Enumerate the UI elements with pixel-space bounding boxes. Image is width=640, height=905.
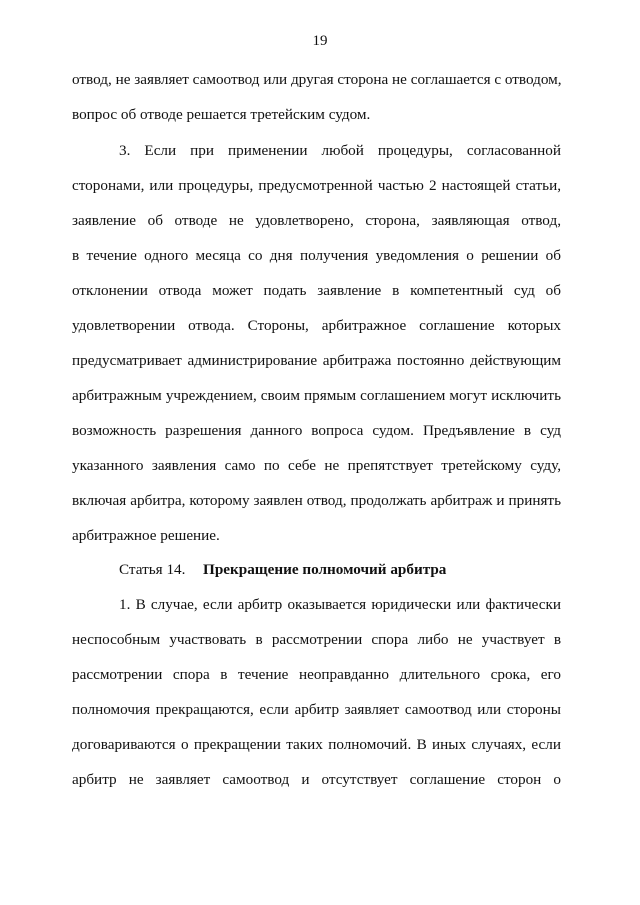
- paragraph-line: арбитр не заявляет самоотвод и отсутствует соглашение сторон о: [72, 771, 561, 788]
- page-number: 19: [312, 33, 328, 49]
- article-number: Статья 14.: [119, 561, 186, 578]
- paragraph-line: отклонении отвода может подать заявление в компетентный суд об: [72, 282, 561, 299]
- paragraph-line: вопрос об отводе решается третейским судом.: [72, 106, 371, 123]
- article-heading: [119, 560, 446, 580]
- paragraph-line: отвод, не заявляет самоотвод или другая сторона не соглашается с отводом,: [72, 71, 562, 88]
- paragraph-line: указанного заявления само по себе не препятствует третейскому суду,: [72, 457, 561, 474]
- paragraph-line: сторонами, или процедуры, предусмотренной частью 2 настоящей статьи,: [72, 177, 561, 194]
- paragraph-line: договариваются о прекращении таких полномочий. В иных случаях, если: [72, 736, 561, 753]
- paragraph-line: предусматривает администрирование арбитража постоянно действующим: [72, 352, 561, 369]
- paragraph-line: заявление об отводе не удовлетворено, сторона, заявляющая отвод,: [72, 212, 561, 229]
- paragraph-line: рассмотрении спора в течение неоправданно длительного срока, его: [72, 666, 561, 683]
- paragraph-line: возможность разрешения данного вопроса судом. Предъявление в суд: [72, 422, 561, 439]
- paragraph-line: включая арбитра, которому заявлен отвод, продолжать арбитраж и принять: [72, 492, 561, 509]
- paragraph-line: неспособным участвовать в рассмотрении спора либо не участвует в: [72, 631, 561, 648]
- paragraph-line: арбитражным учреждением, своим прямым соглашением могут исключить: [72, 387, 561, 404]
- paragraph-line: арбитражное решение.: [72, 527, 220, 544]
- paragraph-line: удовлетворении отвода. Стороны, арбитражное соглашение которых: [72, 317, 561, 334]
- paragraph-line: в течение одного месяца со дня получения уведомления о решении об: [72, 247, 561, 264]
- paragraph-line: 3. Если при применении любой процедуры, согласованной: [119, 142, 561, 159]
- paragraph-line: 1. В случае, если арбитр оказывается юридически или фактически: [119, 596, 561, 613]
- article-title: Прекращение полномочий арбитра: [203, 561, 447, 578]
- paragraph-line: полномочия прекращаются, если арбитр заявляет самоотвод или стороны: [72, 701, 561, 718]
